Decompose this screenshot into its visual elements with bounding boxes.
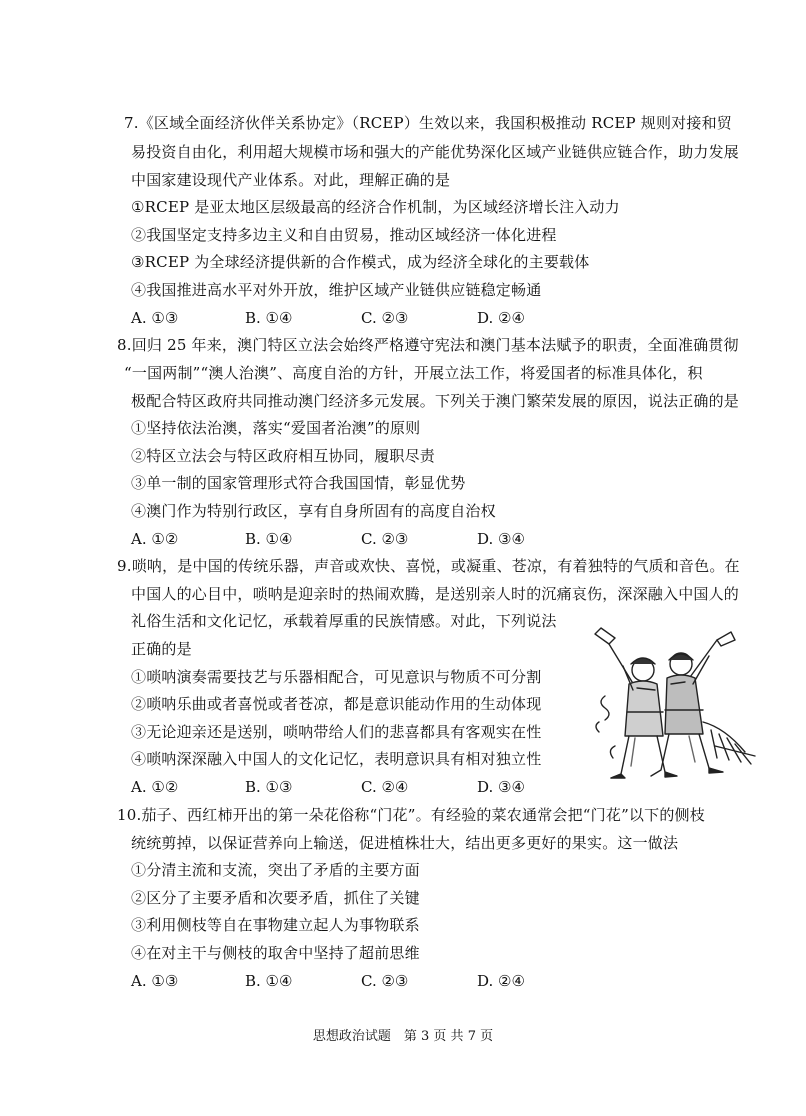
q9-stem-line-3: 礼俗生活和文化记忆，承载着厚重的民族情感。对此，下列说法 xyxy=(131,612,557,630)
q9-stem-line-4: 正确的是 xyxy=(131,640,192,658)
q7-statement-2: ②我国坚定支持多边主义和自由贸易，推动区域经济一体化进程 xyxy=(131,226,557,244)
page-footer: 思想政治试题 第 3 页 共 7 页 xyxy=(312,1029,494,1044)
q7-statement-4: ④我国推进高水平对外开放，维护区域产业链供应链稳定畅通 xyxy=(131,281,542,299)
q9-option-d: D. ③④ xyxy=(477,778,525,796)
q9-stem-line-1: 9.唢呐，是中国的传统乐器，声音或欢快、喜悦，或凝重、苍凉，有着独特的气质和音色。在 xyxy=(117,557,740,575)
q9-option-b: B. ①③ xyxy=(245,778,293,796)
q7-statement-3: ③RCEP 为全球经济提供新的合作模式，成为经济全球化的主要载体 xyxy=(131,253,590,271)
q10-statement-1: ①分清主流和支流，突出了矛盾的主要方面 xyxy=(131,861,420,879)
q10-statement-3: ③利用侧枝等自在事物建立起人为事物联系 xyxy=(131,916,420,934)
q10-option-b: B. ①④ xyxy=(245,972,293,990)
q7-option-a: A. ①③ xyxy=(131,309,179,327)
q8-option-a: A. ①② xyxy=(131,530,179,548)
q9-statement-3: ③无论迎亲还是送别，唢呐带给人们的悲喜都具有客观实在性 xyxy=(131,723,542,741)
q7-statement-1: ①RCEP 是亚太地区层级最高的经济合作机制，为区域经济增长注入动力 xyxy=(131,198,620,216)
q7-stem-line-2: 易投资自由化，利用超大规模市场和强大的产能优势深化区域产业链供应链合作，助力发展 xyxy=(131,143,740,161)
q7-stem-line-1: 7.《区域全面经济伙伴关系协定》（RCEP）生效以来，我国积极推动 RCEP 规则对接和贸 xyxy=(124,114,732,132)
q8-option-b: B. ①④ xyxy=(245,530,293,548)
q8-statement-1: ①坚持依法治澳，落实“爱国者治澳”的原则 xyxy=(131,419,421,437)
q10-option-c: C. ②③ xyxy=(361,972,409,990)
q8-stem-line-2: “一国两制”“澳人治澳”、高度自治的方针，开展立法工作，将爱国者的标准具体化，积 xyxy=(124,364,703,382)
q10-option-d: D. ②④ xyxy=(477,972,525,990)
q10-option-a: A. ①③ xyxy=(131,972,179,990)
q8-stem-line-3: 极配合特区政府共同推动澳门经济多元发展。下列关于澳门繁荣发展的原因，说法正确的是 xyxy=(131,392,740,410)
q8-statement-3: ③单一制的国家管理形式符合我国国情，彰显优势 xyxy=(131,474,466,492)
q8-option-c: C. ②③ xyxy=(361,530,409,548)
q8-stem-line-1: 8.回归 25 年来，澳门特区立法会始终严格遵守宪法和澳门基本法赋予的职责，全面准确贯彻 xyxy=(117,336,739,354)
q7-option-d: D. ②④ xyxy=(477,309,525,327)
q9-statement-1: ①唢呐演奏需要技艺与乐器相配合，可见意识与物质不可分割 xyxy=(131,668,542,686)
q7-option-c: C. ②③ xyxy=(361,309,409,327)
q10-stem-line-1: 10.茄子、西红柿开出的第一朵花俗称“门花”。有经验的菜农通常会把“门花”以下的侧枝 xyxy=(117,806,705,824)
q7-stem-line-3: 中国家建设现代产业体系。对此，理解正确的是 xyxy=(131,171,451,189)
q7-option-b: B. ①④ xyxy=(245,309,293,327)
q10-stem-line-2: 统统剪掉，以保证营养向上输送，促进植株壮大，结出更多更好的果实。这一做法 xyxy=(131,834,679,852)
q8-statement-2: ②特区立法会与特区政府相互协同，履职尽责 xyxy=(131,447,436,465)
q9-stem-line-2: 中国人的心目中，唢呐是迎亲时的热闹欢腾，是送别亲人时的沉痛哀伤，深深融入中国人的 xyxy=(131,585,740,603)
q8-option-d: D. ③④ xyxy=(477,530,525,548)
q9-option-c: C. ②④ xyxy=(361,778,409,796)
q10-statement-4: ④在对主干与侧枝的取舍中坚持了超前思维 xyxy=(131,944,420,962)
suona-players-illustration xyxy=(585,626,763,786)
q9-statement-4: ④唢呐深深融入中国人的文化记忆，表明意识具有相对独立性 xyxy=(131,750,542,768)
q8-statement-4: ④澳门作为特别行政区，享有自身所固有的高度自治权 xyxy=(131,502,496,520)
q10-statement-2: ②区分了主要矛盾和次要矛盾，抓住了关键 xyxy=(131,889,420,907)
q9-statement-2: ②唢呐乐曲或者喜悦或者苍凉，都是意识能动作用的生动体现 xyxy=(131,695,542,713)
q9-option-a: A. ①② xyxy=(131,778,179,796)
